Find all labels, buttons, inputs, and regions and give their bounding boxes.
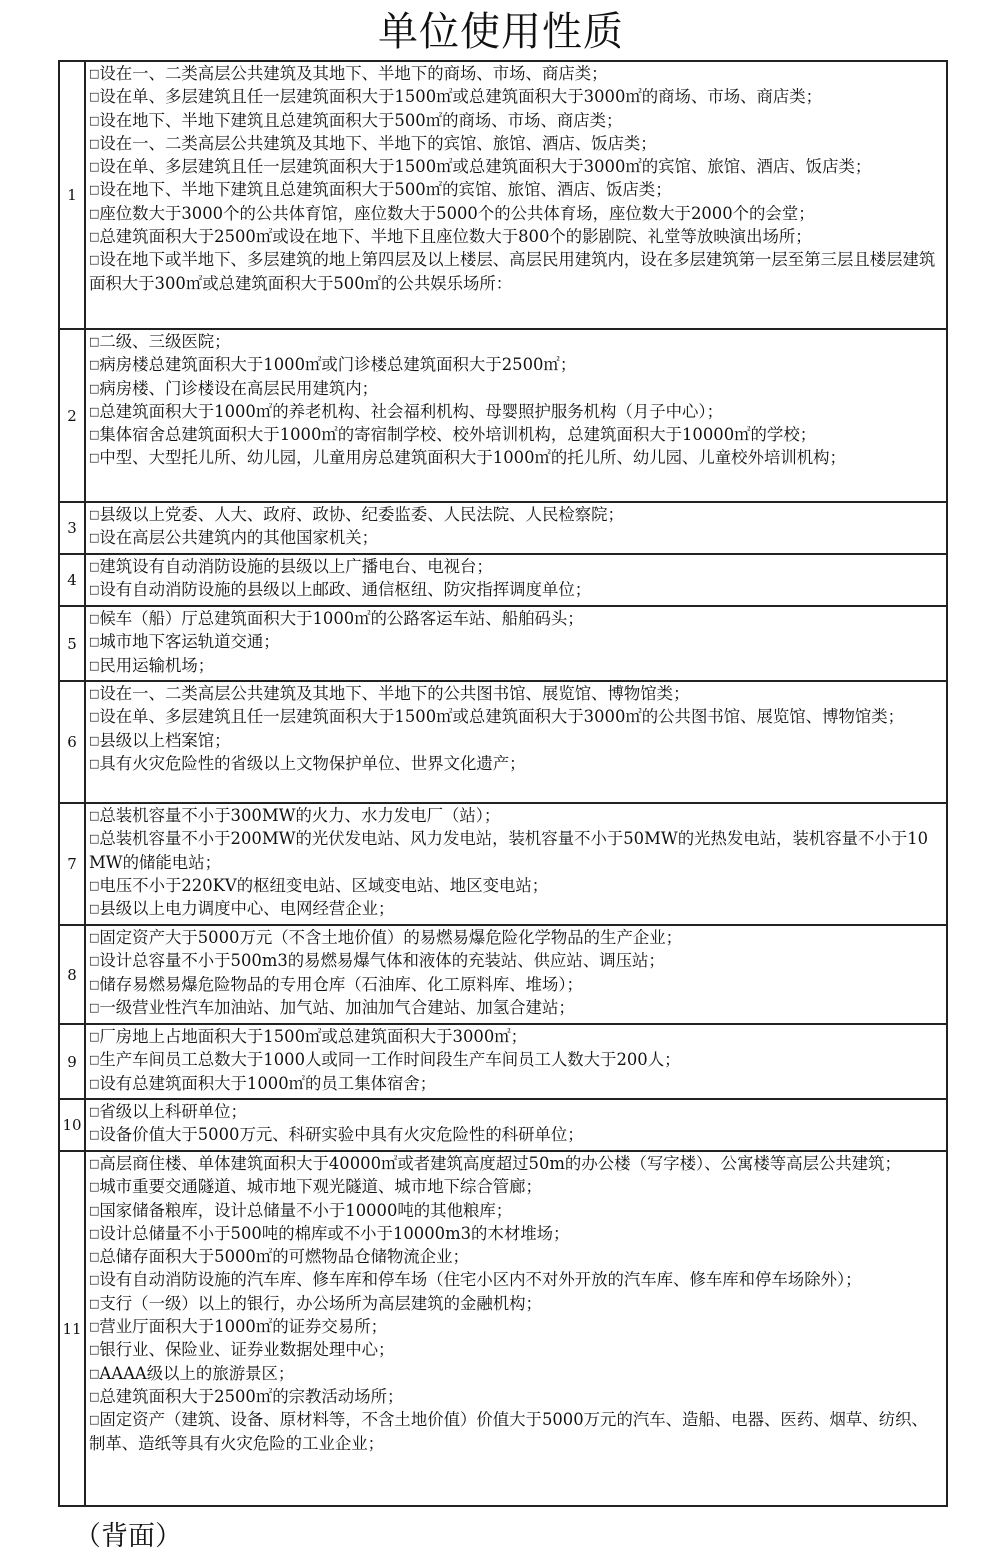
- checklist-item: [89, 1100, 942, 1123]
- checklist-item-text: 建筑设有自动消防设施的县级以上广播电台、电视台；: [99, 557, 493, 576]
- category-items: [86, 62, 946, 328]
- checkbox-icon[interactable]: □: [89, 560, 100, 573]
- checklist-item: [89, 155, 942, 178]
- checklist-item-text: 县级以上档案馆；: [99, 730, 231, 750]
- category-items: [86, 503, 946, 553]
- checklist-item-text: 设在一、二类高层公共建筑及其地下、半地下的公共图书馆、展览馆、博物馆类；: [99, 684, 690, 703]
- checklist-item-text: 总建筑面积大于2500㎡或设在地下、半地下且座位数大于800个的影剧院、礼堂等放映演出场所；: [99, 227, 812, 247]
- checklist-item-text: 国家储备粮库，设计总储量不小于10000吨的其他粮库；: [99, 1200, 513, 1220]
- checklist-item: [89, 225, 942, 248]
- checklist-item-text: 营业厅面积大于1000㎡的证券交易所；: [99, 1317, 387, 1337]
- checklist-item-text: 设备价值大于5000万元、科研实验中具有火灾危险性的科研单位；: [99, 1125, 584, 1145]
- checklist-item: [89, 1408, 942, 1455]
- checklist-item: [89, 897, 942, 920]
- checklist-item-text: 固定资产（建筑、设备、原材料等，不含土地价值）价值大于5000万元的汽车、造船、电器、医药、烟草、纺织、制革、造纸等具有火灾危险的工业企业；: [89, 1410, 928, 1453]
- checklist-item: [89, 607, 942, 630]
- checkbox-icon[interactable]: □: [89, 1413, 100, 1427]
- checklist-item: [89, 654, 942, 677]
- category-items: [86, 1025, 946, 1098]
- checkbox-icon[interactable]: □: [89, 253, 100, 267]
- checklist-item: [89, 1268, 942, 1291]
- checklist-item: [89, 85, 942, 108]
- checklist-item-text: 设在单、多层建筑且任一层建筑面积大于1500㎡或总建筑面积大于3000㎡的公共图书馆、展览馆、博物馆类；: [99, 707, 905, 727]
- category-number: 5: [60, 607, 86, 680]
- checklist-item-text: 生产车间员工总数大于1000人或同一工作时间段生产车间员工人数大于200人；: [99, 1050, 681, 1070]
- checkbox-icon[interactable]: □: [89, 404, 100, 418]
- checkbox-icon[interactable]: □: [89, 381, 100, 395]
- checklist-item-text: AAAA级以上的旅游景区；: [99, 1363, 295, 1383]
- checklist-item: [89, 752, 942, 775]
- checklist-item-text: 设在地下、半地下建筑且总建筑面积大于500㎡的商场、市场、商店类；: [99, 110, 623, 130]
- checkbox-icon[interactable]: □: [89, 1157, 100, 1170]
- checklist-item: [89, 446, 942, 469]
- checklist-item: [89, 874, 942, 897]
- checklist-item: [89, 827, 942, 874]
- checklist-item: [89, 555, 942, 578]
- checkbox-icon[interactable]: □: [89, 136, 100, 150]
- checklist-item: [89, 353, 942, 376]
- checkbox-icon[interactable]: □: [89, 931, 100, 944]
- category-row: [60, 553, 946, 605]
- checklist-item-text: 高层商住楼、单体建筑面积大于40000㎡或者建筑高度超过50m的办公楼（写字楼）、公寓楼等高层公共建筑；: [99, 1154, 901, 1173]
- category-row: [60, 328, 946, 501]
- checklist-item: [89, 1072, 942, 1095]
- checklist-item: [89, 804, 942, 827]
- checklist-item: [89, 503, 942, 526]
- checklist-item: [89, 682, 942, 705]
- checklist-item-text: 电压不小于220KV的枢纽变电站、区域变电站、地区变电站；: [99, 875, 549, 895]
- category-row: [60, 1023, 946, 1098]
- checklist-item-text: 县级以上电力调度中心、电网经营企业；: [99, 899, 395, 919]
- category-items: [86, 682, 946, 802]
- checklist-item: [89, 1152, 942, 1175]
- category-items: [86, 330, 946, 501]
- checkbox-icon[interactable]: □: [89, 531, 100, 545]
- category-items: [86, 1152, 946, 1505]
- checklist-item: [89, 1199, 942, 1222]
- category-row: [60, 501, 946, 553]
- checkbox-icon[interactable]: □: [89, 1366, 100, 1380]
- checklist-item: [89, 949, 942, 972]
- checklist-item-text: 设在地下或半地下、多层建筑的地上第四层及以上楼层、高层民用建筑内，设在多层建筑第一层至第三层且楼层建筑面积大于300㎡或总建筑面积大于500㎡的公共娱乐场所：: [89, 250, 936, 293]
- checkbox-icon[interactable]: □: [89, 358, 100, 372]
- category-number: 1: [60, 62, 86, 328]
- checkbox-icon[interactable]: □: [89, 1250, 100, 1264]
- checkbox-icon[interactable]: □: [89, 1053, 100, 1067]
- checklist-item: [89, 705, 942, 728]
- checklist-item-text: 设计总储量不小于500吨的棉库或不小于10000m3的木材堆场；: [99, 1223, 570, 1243]
- checklist-item: [89, 330, 942, 353]
- category-items: [86, 555, 946, 605]
- checklist-item: [89, 1025, 942, 1048]
- checklist-item-text: 储存易燃易爆危险物品的专用仓库（石油库、化工原料库、堆场）；: [99, 974, 583, 994]
- checklist-item-text: 设有自动消防设施的县级以上邮政、通信枢纽、防灾指挥调度单位；: [99, 580, 592, 600]
- checklist-item: [89, 926, 942, 949]
- checklist-item-text: 设在高层公共建筑内的其他国家机关；: [99, 528, 379, 548]
- checkbox-icon[interactable]: □: [89, 230, 100, 244]
- category-number: 7: [60, 804, 86, 924]
- page-title: 单位使用性质: [378, 9, 624, 55]
- checklist-item-text: 集体宿舍总建筑面积大于1000㎡的寄宿制学校、校外培训机构，总建筑面积大于10000㎡的学校；: [99, 425, 817, 445]
- checklist-item: [89, 202, 942, 225]
- checklist-item-text: 具有火灾危险性的省级以上文物保护单位、世界文化遗产；: [99, 753, 526, 773]
- checklist-item-text: 总建筑面积大于1000㎡的养老机构、社会福利机构、母婴照护服务机构（月子中心）；: [99, 401, 723, 421]
- checklist-item: [89, 400, 942, 423]
- checklist-item-text: 银行业、保险业、证券业数据处理中心；: [99, 1340, 395, 1360]
- checklist-item: [89, 630, 942, 653]
- checkbox-icon[interactable]: □: [89, 1030, 100, 1043]
- checklist-item-text: 病房楼总建筑面积大于1000㎡或门诊楼总建筑面积大于2500㎡；: [99, 355, 577, 375]
- checklist-item: [89, 178, 942, 201]
- checklist-item-text: 候车（船）厅总建筑面积大于1000㎡的公路客运车站、船舶码头；: [99, 609, 584, 628]
- checkbox-icon[interactable]: □: [89, 902, 100, 916]
- category-row: [60, 802, 946, 924]
- category-row: [60, 1150, 946, 1505]
- checklist-item-text: 民用运输机场；: [99, 655, 215, 675]
- checklist-item-text: 设有总建筑面积大于1000㎡的员工集体宿舍；: [99, 1073, 437, 1093]
- back-side-label: （背面）: [74, 1521, 182, 1552]
- checklist-item: [89, 1123, 942, 1146]
- category-number: 8: [60, 926, 86, 1023]
- checklist-item: [89, 526, 942, 549]
- checklist-item-text: 总建筑面积大于2500㎡的宗教活动场所；: [99, 1386, 404, 1406]
- checkbox-icon[interactable]: □: [89, 635, 100, 649]
- checklist-item: [89, 1222, 942, 1245]
- category-number: 10: [60, 1100, 86, 1150]
- checklist-item-text: 总装机容量不小于300MW的火力、水力发电厂（站）；: [99, 806, 501, 825]
- category-number: 6: [60, 682, 86, 802]
- checklist-item-text: 一级营业性汽车加油站、加气站、加油加气合建站、加氢合建站；: [99, 997, 575, 1017]
- checklist-item: [89, 578, 942, 601]
- checkbox-icon[interactable]: □: [89, 832, 100, 846]
- checkbox-icon[interactable]: □: [89, 1320, 100, 1334]
- checkbox-icon[interactable]: □: [89, 1389, 100, 1403]
- checklist-item: [89, 62, 942, 85]
- category-row: [60, 924, 946, 1023]
- checklist-item-text: 病房楼、门诊楼设在高层民用建筑内；: [99, 378, 379, 398]
- checklist-item-text: 城市地下客运轨道交通；: [99, 632, 280, 652]
- checkbox-icon[interactable]: □: [89, 1105, 100, 1118]
- checkbox-icon[interactable]: □: [89, 954, 100, 968]
- checklist-item-text: 县级以上党委、人大、政府、政协、纪委监委、人民法院、人民检察院；: [99, 505, 624, 524]
- checkbox-icon[interactable]: □: [89, 1000, 100, 1014]
- category-number: 11: [60, 1152, 86, 1505]
- checklist-item: [89, 248, 942, 295]
- checklist-item: [89, 1048, 942, 1071]
- checkbox-icon[interactable]: □: [89, 508, 100, 521]
- category-items: [86, 1100, 946, 1150]
- checkbox-icon[interactable]: □: [89, 1128, 100, 1142]
- checkbox-icon[interactable]: □: [89, 451, 100, 465]
- category-items: [86, 607, 946, 680]
- checklist-item-text: 厂房地上占地面积大于1500㎡或总建筑面积大于3000㎡；: [99, 1027, 528, 1046]
- checklist-item: [89, 109, 942, 132]
- checklist-item-text: 设在一、二类高层公共建筑及其地下、半地下的宾馆、旅馆、酒店、饭店类；: [99, 133, 657, 153]
- checkbox-icon[interactable]: □: [89, 1273, 100, 1287]
- checkbox-icon[interactable]: □: [89, 809, 100, 822]
- checklist-item-text: 支行（一级）以上的银行，办公场所为高层建筑的金融机构；: [99, 1293, 542, 1313]
- checklist-item-text: 设在单、多层建筑且任一层建筑面积大于1500㎡或总建筑面积大于3000㎡的宾馆、旅馆、酒店、饭店类；: [99, 157, 872, 177]
- checkbox-icon[interactable]: □: [89, 160, 100, 174]
- checkbox-icon[interactable]: □: [89, 756, 100, 770]
- checklist-item: [89, 1245, 942, 1268]
- checkbox-icon[interactable]: □: [89, 583, 100, 597]
- category-items: [86, 926, 946, 1023]
- checklist-item-text: 固定资产大于5000万元（不含土地价值）的易燃易爆危险化学物品的生产企业；: [99, 928, 683, 947]
- checklist-item-text: 总储存面积大于5000㎡的可燃物品仓储物流企业；: [99, 1247, 469, 1267]
- checkbox-icon[interactable]: □: [89, 206, 100, 220]
- checkbox-icon[interactable]: □: [89, 335, 100, 348]
- checkbox-icon[interactable]: □: [89, 1343, 100, 1357]
- checkbox-icon[interactable]: □: [89, 67, 100, 80]
- checkbox-icon[interactable]: □: [89, 90, 100, 104]
- category-number: 9: [60, 1025, 86, 1098]
- checklist-item-text: 设在一、二类高层公共建筑及其地下、半地下的商场、市场、商店类；: [99, 64, 608, 83]
- checklist-item-text: 二级、三级医院；: [99, 332, 231, 351]
- category-number: 3: [60, 503, 86, 553]
- category-row: [60, 680, 946, 802]
- checkbox-icon[interactable]: □: [89, 1226, 100, 1240]
- category-number: 2: [60, 330, 86, 501]
- checkbox-icon[interactable]: □: [89, 183, 100, 197]
- category-number: 4: [60, 555, 86, 605]
- checklist-item-text: 省级以上科研单位；: [99, 1102, 247, 1121]
- category-items: [86, 804, 946, 924]
- checklist-item-text: 城市重要交通隧道、城市地下观光隧道、城市地下综合管廊；: [99, 1177, 542, 1197]
- checkbox-icon[interactable]: □: [89, 977, 100, 991]
- checklist-item: [89, 1362, 942, 1385]
- checklist-item: [89, 1385, 942, 1408]
- checklist-item-text: 总装机容量不小于200MW的光伏发电站、风力发电站，装机容量不小于50MW的光热发电站，装机容量不小于10MW的储能电站；: [89, 829, 929, 872]
- checklist-item: [89, 132, 942, 155]
- checklist-item-text: 设有自动消防设施的汽车库、修车库和停车场（住宅小区内不对外开放的汽车库、修车库和停车场除外）；: [99, 1270, 862, 1290]
- checkbox-icon[interactable]: □: [89, 113, 100, 127]
- category-row: [60, 1098, 946, 1150]
- usage-nature-table: [58, 60, 948, 1507]
- checkbox-icon[interactable]: □: [89, 428, 100, 442]
- checkbox-icon[interactable]: □: [89, 733, 100, 747]
- checklist-item: [89, 973, 942, 996]
- checklist-item: [89, 996, 942, 1019]
- checklist-item-text: 设在地下、半地下建筑且总建筑面积大于500㎡的宾馆、旅馆、酒店、饭店类；: [99, 180, 672, 200]
- checklist-item: [89, 377, 942, 400]
- checkbox-icon[interactable]: □: [89, 1076, 100, 1090]
- checklist-item: [89, 423, 942, 446]
- checklist-item-text: 中型、大型托儿所、幼儿园，儿童用房总建筑面积大于1000㎡的托儿所、幼儿园、儿童校外培训机构；: [99, 448, 846, 468]
- checkbox-icon[interactable]: □: [89, 1203, 100, 1217]
- checklist-item: [89, 1315, 942, 1338]
- checkbox-icon[interactable]: □: [89, 710, 100, 724]
- checklist-item: [89, 1338, 942, 1361]
- checkbox-icon[interactable]: □: [89, 878, 100, 892]
- checkbox-icon[interactable]: □: [89, 612, 100, 625]
- category-row: [60, 605, 946, 680]
- checkbox-icon[interactable]: □: [89, 1296, 100, 1310]
- category-row: [60, 62, 946, 328]
- checkbox-icon[interactable]: □: [89, 687, 100, 700]
- checklist-item-text: 设在单、多层建筑且任一层建筑面积大于1500㎡或总建筑面积大于3000㎡的商场、市场、商店类；: [99, 87, 823, 107]
- checkbox-icon[interactable]: □: [89, 658, 100, 672]
- checklist-item: [89, 1175, 942, 1198]
- checkbox-icon[interactable]: □: [89, 1180, 100, 1194]
- checklist-item: [89, 729, 942, 752]
- checklist-item-text: 座位数大于3000个的公共体育馆，座位数大于5000个的公共体育场，座位数大于2000个的会堂；: [99, 203, 815, 223]
- checklist-item-text: 设计总容量不小于500m3的易燃易爆气体和液体的充装站、供应站、调压站；: [99, 951, 665, 971]
- checklist-item: [89, 1292, 942, 1315]
